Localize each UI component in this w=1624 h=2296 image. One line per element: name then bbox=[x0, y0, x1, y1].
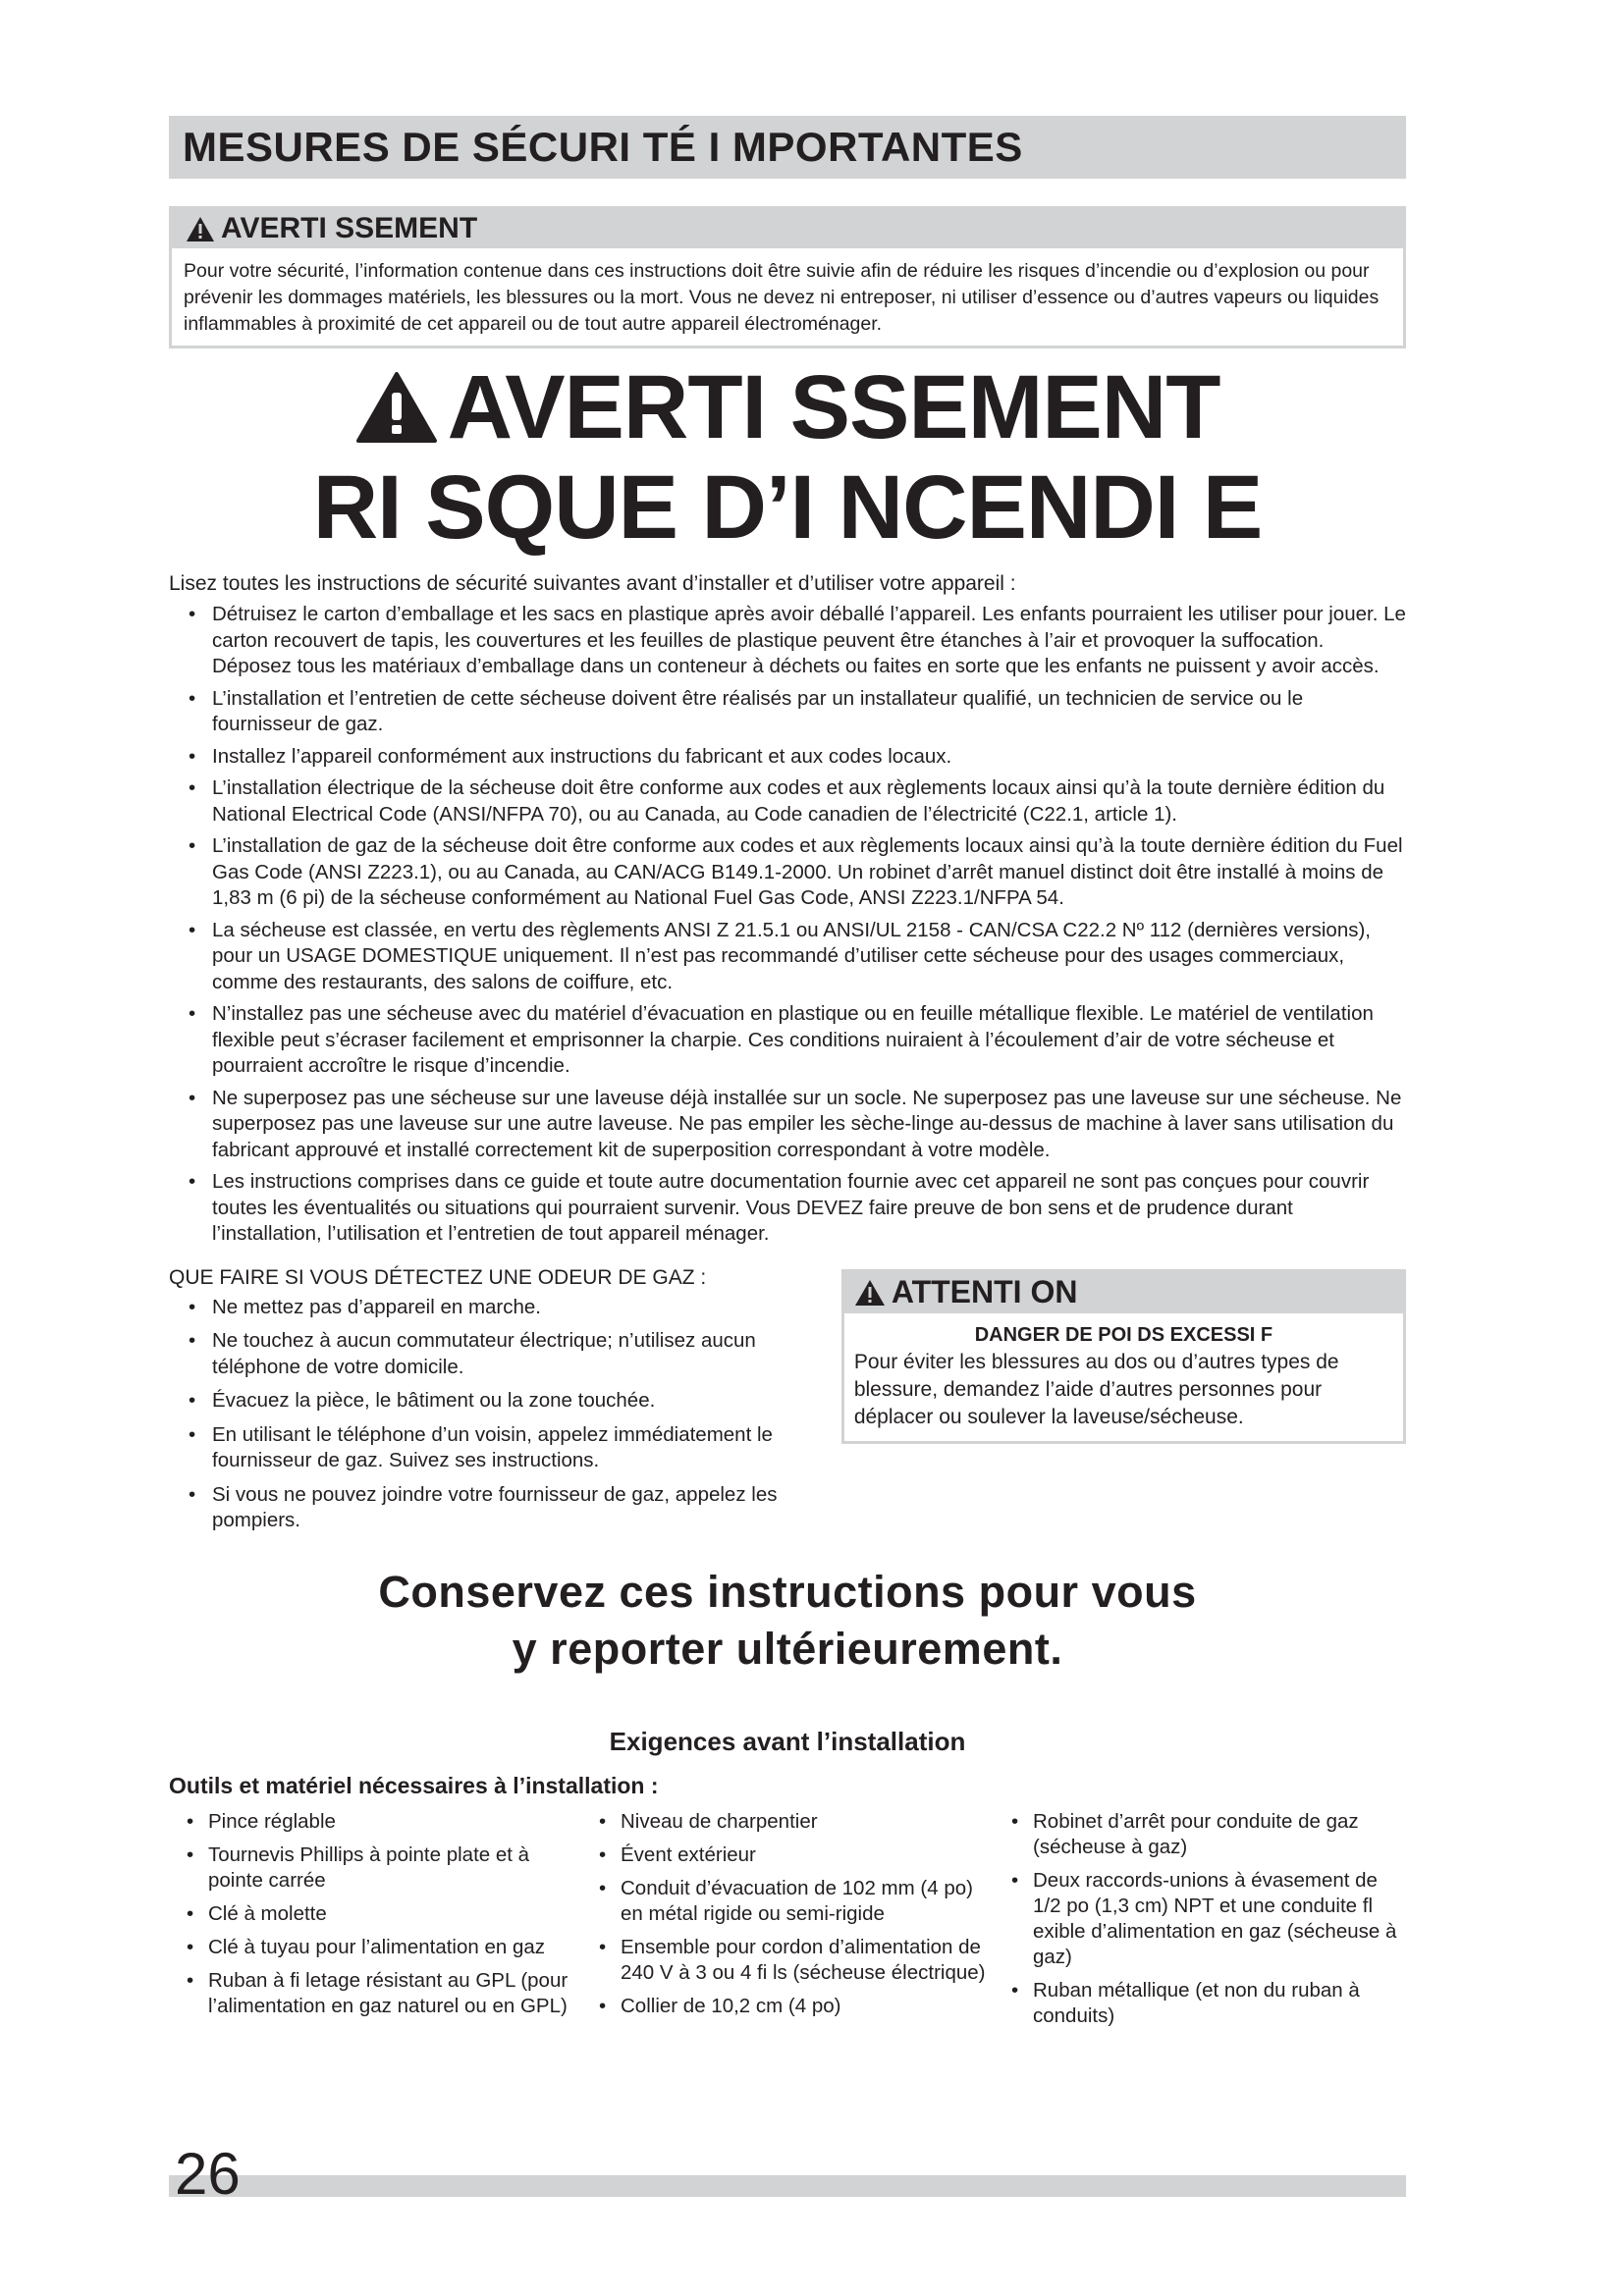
big-warning-line1: AVERTI SSEMENT bbox=[447, 357, 1220, 457]
conserve-line1: Conservez ces instructions pour vous bbox=[378, 1566, 1197, 1617]
list-item: • Deux raccords-unions à évasement de 1/2 po (1,3 cm) NPT et une conduite fl exible d’alimentation en gaz (sécheuse à gaz) bbox=[994, 1868, 1406, 1970]
list-item: • Tournevis Phillips à pointe plate et à pointe carrée bbox=[169, 1842, 581, 1894]
list-item: • Si vous ne pouvez joindre votre fournisseur de gaz, appelez les pompiers. bbox=[169, 1482, 794, 1534]
list-item: • L’installation et l’entretien de cette sécheuse doivent être réalisés par un installateur qualifié, un technicien de service ou le fournisseur de gaz. bbox=[169, 686, 1406, 738]
tools-columns bbox=[169, 1805, 1406, 2037]
list-item: • Ne touchez à aucun commutateur électrique; n’utilisez aucun téléphone de votre domicile. bbox=[169, 1328, 794, 1380]
attention-body bbox=[844, 1313, 1403, 1441]
list-item: • Pince réglable bbox=[169, 1809, 581, 1835]
list-item: • Robinet d’arrêt pour conduite de gaz (sécheuse à gaz) bbox=[994, 1809, 1406, 1860]
list-item: • Installez l’appareil conformément aux instructions du fabricant et aux codes locaux. bbox=[169, 744, 1406, 771]
warning-triangle-icon bbox=[186, 216, 215, 242]
list-item: • Conduit d’évacuation de 102 mm (4 po) en métal rigide ou semi-rigide bbox=[581, 1876, 994, 1927]
list-item: • Ne superposez pas une sécheuse sur une laveuse déjà installée sur un socle. Ne superposez pas une laveuse sur une sécheuse. Ne superposez pas une laveuse sur une autre laveuse. Ne pas empiler les sèche-linge au-dessus de machine à laver sans utilisation du fabricant approuvé et installé correctement kit de superposition correspondant à votre modèle. bbox=[169, 1086, 1406, 1164]
list-item: • Ne mettez pas d’appareil en marche. bbox=[169, 1295, 794, 1321]
list-item: • N’installez pas une sécheuse avec du matériel d’évacuation en plastique ou en feuille métallique flexible. Le matériel de ventilation flexible peut s’écraser facilement et emprisonner la charpie. Ces conditions nuiraient à l’écoulement d’air de votre sécheuse et pourraient accroître le risque d’incendie. bbox=[169, 1001, 1406, 1080]
list-item: • Évacuez la pièce, le bâtiment ou la zone touchée. bbox=[169, 1388, 794, 1415]
big-warning bbox=[169, 358, 1406, 557]
list-item: • Détruisez le carton d’emballage et les sacs en plastique après avoir déballé l’appareil. Les enfants pourraient les utiliser pour jouer. Le carton recouvert de tapis, les couvertures et les feuilles de plastique peuvent être étanches à l’air et provoquer la suffocation. Déposez tous les matériaux d’emballage dans un conteneur à déchets ou faites en sorte que les enfants ne puissent y avoir accès. bbox=[169, 602, 1406, 680]
attention-subtitle: DANGER DE POI DS EXCESSI F bbox=[974, 1323, 1273, 1346]
list-item: • En utilisant le téléphone d’un voisin, appelez immédiatement le fournisseur de gaz. Suivez ses instructions. bbox=[169, 1422, 794, 1474]
list-item: • Les instructions comprises dans ce guide et toute autre documentation fournie avec cet appareil ne sont pas conçues pour couvrir toutes les éventualités ou situations qui pourraient survenir. Vous DEVEZ faire preuve de bon sens et de prudence durant l’installation, l’utilisation et l’entretien de tout appareil ménager. bbox=[169, 1169, 1406, 1248]
gas-odor-list bbox=[169, 1295, 794, 1534]
list-item: • Évent extérieur bbox=[581, 1842, 994, 1868]
tools-column-3 bbox=[994, 1805, 1406, 2037]
safety-list bbox=[169, 602, 1406, 1248]
tools-title: Outils et matériel nécessaires à l’installation : bbox=[169, 1772, 659, 1798]
list-item: • Clé à molette bbox=[169, 1901, 581, 1927]
page-footer bbox=[169, 2141, 1406, 2218]
list-item: • L’installation électrique de la sécheuse doit être conforme aux codes et aux règlements locaux ainsi qu’à la toute dernière édition du National Electrical Code (ANSI/NFPA 70), ou au Canada, au Code canadien de l’électricité (C22.1, article 1). bbox=[169, 775, 1406, 828]
tools-column-1 bbox=[169, 1805, 581, 2037]
big-warning-line2: RI SQUE D’I NCENDI E bbox=[312, 457, 1263, 558]
list-item: • Ensemble pour cordon d’alimentation de 240 V à 3 ou 4 fi ls (sécheuse électrique) bbox=[581, 1935, 994, 1986]
gas-odor-title: QUE FAIRE SI VOUS DÉTECTEZ UNE ODEUR DE GAZ : bbox=[169, 1265, 707, 1289]
list-item: • Ruban à fi letage résistant au GPL (pour l’alimentation en gaz naturel ou en GPL) bbox=[169, 1968, 581, 2019]
gas-attention-row bbox=[169, 1265, 1406, 1542]
footer-bar bbox=[169, 2175, 1406, 2197]
warning-triangle-icon bbox=[854, 1279, 886, 1307]
warning-box-text: Pour votre sécurité, l’information contenue dans ces instructions doit être suivie afin de réduire les risques d’incendie ou d’explosion ou pour prévenir les dommages matériels, les blessures ou la mort. Vous ne devez ni entreposer, ni utiliser d’essence ou d’autres vapeurs ou liquides inflammables à proximité de cet appareil ou de tout autre appareil électroménager. bbox=[184, 260, 1380, 335]
attention-text: Pour éviter les blessures au dos ou d’autres types de blessure, demandez l’aide d’autres personnes pour déplacer ou soulever la laveuse/sécheuse. bbox=[853, 1350, 1339, 1428]
warning-box-header bbox=[172, 209, 1403, 248]
page-content bbox=[169, 116, 1406, 2037]
list-item: • Ruban métallique (et non du ruban à conduits) bbox=[994, 1978, 1406, 2029]
conserve-instructions bbox=[169, 1564, 1406, 1678]
safety-intro: Lisez toutes les instructions de sécurité suivantes avant d’installer et d’utiliser votre appareil : bbox=[169, 572, 1016, 595]
tools-column-2 bbox=[581, 1805, 994, 2037]
list-item: • Clé à tuyau pour l’alimentation en gaz bbox=[169, 1935, 581, 1960]
section-title-bar bbox=[169, 116, 1406, 179]
page-number: 26 bbox=[175, 2141, 241, 2207]
conserve-line2: y reporter ultérieurement. bbox=[512, 1623, 1063, 1674]
list-item: • Collier de 10,2 cm (4 po) bbox=[581, 1994, 994, 2019]
list-item: • La sécheuse est classée, en vertu des règlements ANSI Z 21.5.1 ou ANSI/UL 2158 - CAN/CSA C22.2 Nº 112 (dernières versions), pour un USAGE DOMESTIQUE uniquement. Il n’est pas recommandé d’utiliser cette sécheuse pour des usages commerciaux, comme des restaurants, des salons de coiffure, etc. bbox=[169, 918, 1406, 996]
attention-box-header bbox=[844, 1272, 1403, 1313]
gas-odor-section bbox=[169, 1265, 794, 1542]
list-item: • Niveau de charpentier bbox=[581, 1809, 994, 1835]
list-item: • L’installation de gaz de la sécheuse doit être conforme aux codes et aux règlements locaux ainsi qu’à la toute dernière édition du Fuel Gas Code (ANSI Z223.1), ou au Canada, au CAN/ACG B149.1-2000. Un robinet d’arrêt manuel distinct doit être installé à moins de 1,83 m (6 pi) de la sécheuse conformément au National Fuel Gas Code, ANSI Z223.1/NFPA 54. bbox=[169, 833, 1406, 912]
page-title: MESURES DE SÉCURI TÉ I MPORTANTES bbox=[183, 124, 1023, 170]
warning-box-label: AVERTI SSEMENT bbox=[221, 212, 478, 244]
attention-label: ATTENTI ON bbox=[891, 1274, 1078, 1309]
warning-box bbox=[169, 206, 1406, 348]
requirements-title: Exigences avant l’installation bbox=[609, 1726, 966, 1756]
large-warning-triangle-icon bbox=[355, 371, 438, 444]
attention-box bbox=[841, 1269, 1406, 1444]
